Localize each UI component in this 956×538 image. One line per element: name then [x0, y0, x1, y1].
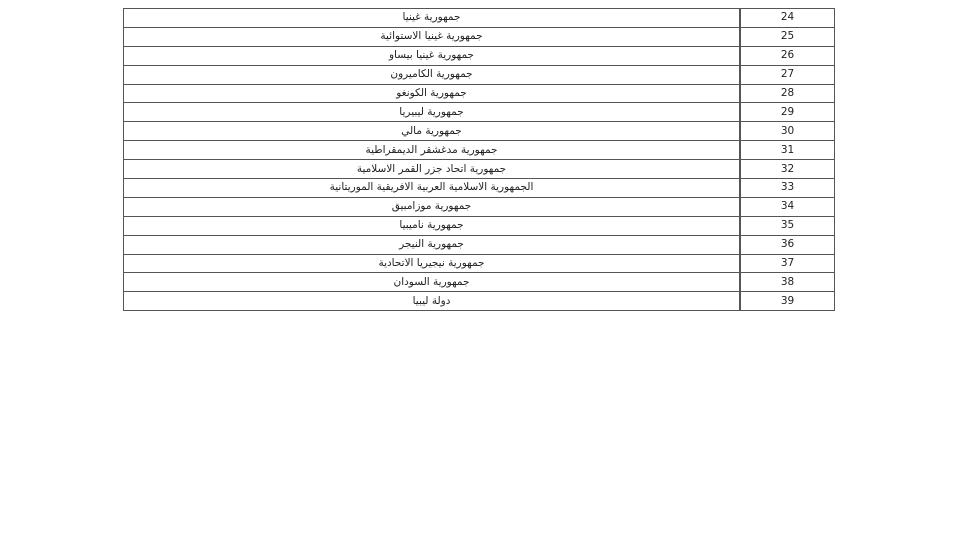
- table-row: [124, 27, 835, 46]
- table-row: [124, 46, 835, 65]
- country-name-cell: جمهورية ليبيريا: [124, 103, 741, 122]
- table-row: [124, 103, 835, 122]
- country-name-cell: جمهورية غينيا الاستوائية: [124, 27, 741, 46]
- country-name-cell: جمهورية اتحاد جزر القمر الاسلامية: [124, 160, 741, 179]
- country-name-cell: جمهورية الكونغو: [124, 84, 741, 103]
- table-row: [124, 122, 835, 141]
- table-row: [124, 197, 835, 216]
- row-number-cell: 36: [740, 235, 835, 254]
- row-number-cell: 30: [740, 122, 835, 141]
- table-row: [124, 141, 835, 160]
- country-name-cell: جمهورية ناميبيا: [124, 216, 741, 235]
- row-number-cell: 33: [740, 179, 835, 198]
- country-name-cell: جمهورية نيجيريا الاتحادية: [124, 254, 741, 273]
- country-name-cell: جمهورية موزامبيق: [124, 197, 741, 216]
- table-row: [124, 235, 835, 254]
- table-row: [124, 292, 835, 311]
- country-name-cell: دولة ليبيا: [124, 292, 741, 311]
- row-number-cell: 31: [740, 141, 835, 160]
- country-name-cell: جمهورية مالي: [124, 122, 741, 141]
- table-row: [124, 216, 835, 235]
- country-name-cell: جمهورية غينيا: [124, 9, 741, 28]
- row-number-cell: 35: [740, 216, 835, 235]
- country-name-cell: جمهورية السودان: [124, 273, 741, 292]
- row-number-cell: 26: [740, 46, 835, 65]
- countries-table-body: [124, 9, 835, 311]
- country-name-cell: الجمهورية الاسلامية العربية الافريقية الموريتانية: [124, 179, 741, 198]
- row-number-cell: 27: [740, 65, 835, 84]
- country-name-cell: جمهورية غينيا بيساو: [124, 46, 741, 65]
- row-number-cell: 24: [740, 9, 835, 28]
- table-row: [124, 254, 835, 273]
- country-name-cell: جمهورية مدغشقر الديمقراطية: [124, 141, 741, 160]
- row-number-cell: 39: [740, 292, 835, 311]
- row-number-cell: 28: [740, 84, 835, 103]
- countries-table: [123, 8, 835, 311]
- row-number-cell: 25: [740, 27, 835, 46]
- table-row: [124, 9, 835, 28]
- table-row: [124, 65, 835, 84]
- table-row: [124, 273, 835, 292]
- row-number-cell: 32: [740, 160, 835, 179]
- table-row: [124, 160, 835, 179]
- row-number-cell: 37: [740, 254, 835, 273]
- country-name-cell: جمهورية النيجر: [124, 235, 741, 254]
- table-row: [124, 179, 835, 198]
- row-number-cell: 29: [740, 103, 835, 122]
- row-number-cell: 38: [740, 273, 835, 292]
- table-row: [124, 84, 835, 103]
- country-name-cell: جمهورية الكاميرون: [124, 65, 741, 84]
- row-number-cell: 34: [740, 197, 835, 216]
